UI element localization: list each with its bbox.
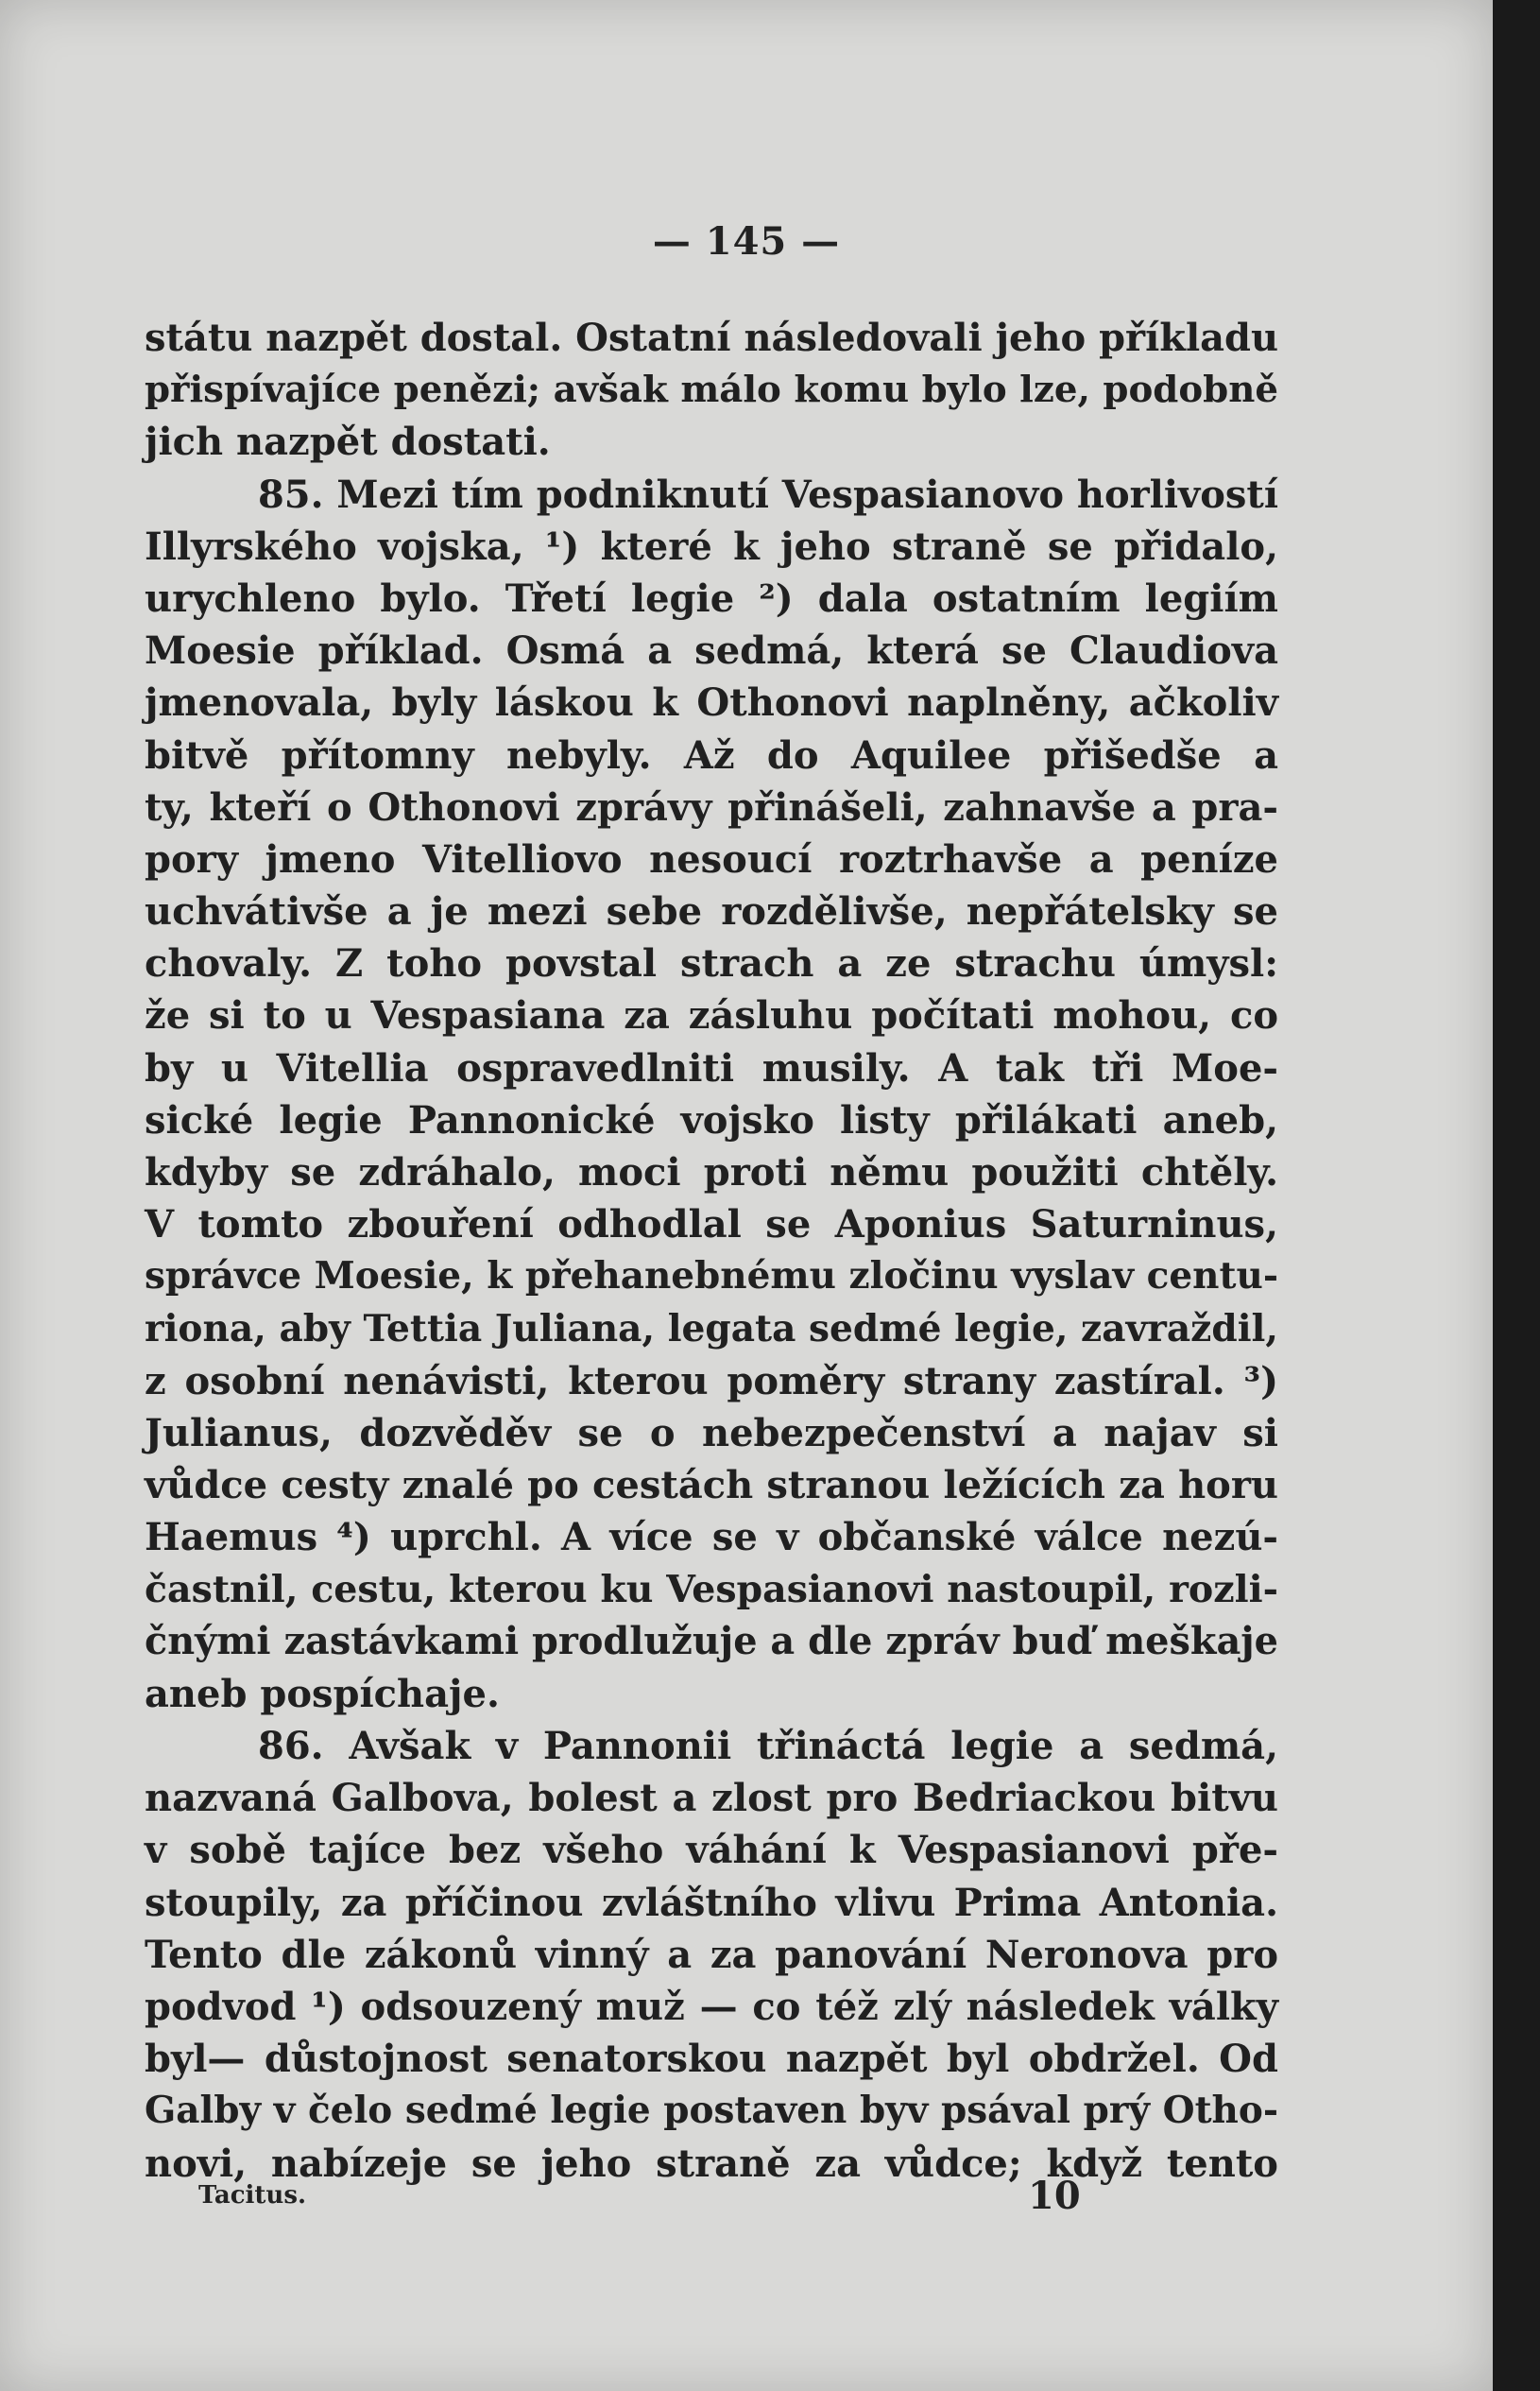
text-line: jich nazpět dostati.: [145, 420, 551, 465]
text-line: pory jmeno Vitelliovo nesoucí roztrhavše a peníze: [145, 836, 1278, 882]
text-line: Moesie příklad. Osmá a sedmá, která se Claudiova: [145, 628, 1278, 674]
text-line: vůdce cesty znalé po cestách stranou ležících za horu: [145, 1463, 1278, 1508]
text-line: kdyby se zdráhalo, moci proti němu použiti chtěly.: [145, 1150, 1278, 1195]
text-line: Julianus, dozvěděv se o nebezpečenství a najav si: [145, 1410, 1278, 1455]
page-number: — 145 —: [652, 219, 841, 264]
text-line: přispívajíce penězi; avšak málo komu bylo lze, podobně: [145, 369, 1278, 412]
text-line: chovaly. Z toho povstal strach a ze strachu úmysl:: [145, 941, 1278, 987]
signature-label: Tacitus.: [198, 2181, 307, 2210]
text-line: Haemus ⁴) uprchl. A více se v občanské válce nezú-: [145, 1515, 1278, 1560]
text-line: že si to u Vespasiana za zásluhu počítati mohou, co: [145, 993, 1278, 1039]
text-line: bitvě přítomny nebyly. Až do Aquilee přišedše a: [145, 732, 1278, 778]
text-line: jmenovala, byly láskou k Othonovi naplněny, ačkoliv: [145, 680, 1278, 726]
text-line: státu nazpět dostal. Ostatní následovali jeho příkladu: [145, 316, 1279, 360]
text-line: uchvátivše a je mezi sebe rozdělivše, nepřátelsky se: [145, 889, 1278, 935]
text-line: z osobní nenávisti, kterou poměry strany zastíral. ³): [145, 1358, 1278, 1403]
text-line: správce Moesie, k přehanebnému zločinu vyslav centu-: [145, 1254, 1278, 1299]
text-line: Galby v čelo sedmé legie postaven byv psával prý Otho-: [145, 2089, 1278, 2133]
text-line: Illyrského vojska, ¹) které k jeho straně se přidalo,: [145, 524, 1278, 569]
text-line: v sobě tajíce bez všeho váhání k Vespasianovi pře-: [145, 1828, 1278, 1873]
text-line: novi, nabízeje se jeho straně za vůdce; když tento: [145, 2141, 1278, 2186]
text-line: podvod ¹) odsouzený muž — co též zlý následek války: [145, 1985, 1278, 2029]
text-line: riona, aby Tettia Juliana, legata sedmé legie, zavraždil,: [145, 1306, 1278, 1350]
text-line: stoupily, za příčinou zvláštního vlivu Prima Antonia.: [145, 1880, 1278, 1925]
body-text: [145, 312, 1278, 2190]
text-line: urychleno bylo. Třetí legie ²) dala ostatním legiím: [145, 576, 1278, 621]
text-line: čnými zastávkami prodlužuje a dle zpráv buď meškaje: [145, 1619, 1278, 1663]
text-line: by u Vitellia ospravedlniti musily. A tak tři Moe-: [145, 1045, 1278, 1091]
text-line: Tento dle zákonů vinný a za panování Neronova pro: [145, 1932, 1278, 1977]
text-line: aneb pospíchaje.: [145, 1671, 500, 1716]
text-line: 86. Avšak v Pannonii třináctá legie a sedmá,: [258, 1724, 1278, 1769]
text-line: V tomto zbouření odhodlal se Aponius Saturninus,: [145, 1202, 1278, 1247]
text-line: častnil, cestu, kterou ku Vespasianovi nastoupil, rozli-: [145, 1567, 1278, 1611]
text-line: sické legie Pannonické vojsko listy přilákati aneb,: [145, 1097, 1278, 1143]
text-line: 85. Mezi tím podniknutí Vespasianovo horlivostí: [258, 472, 1278, 517]
text-line: ty, kteří o Othonovi zprávy přinášeli, zahnavše a pra-: [145, 784, 1278, 830]
text-line: nazvaná Galbova, bolest a zlost pro Bedriackou bitvu: [145, 1776, 1278, 1821]
signature-number: 10: [1028, 2174, 1081, 2218]
text-line: byl— důstojnost senatorskou nazpět byl obdržel. Od: [145, 2037, 1278, 2082]
